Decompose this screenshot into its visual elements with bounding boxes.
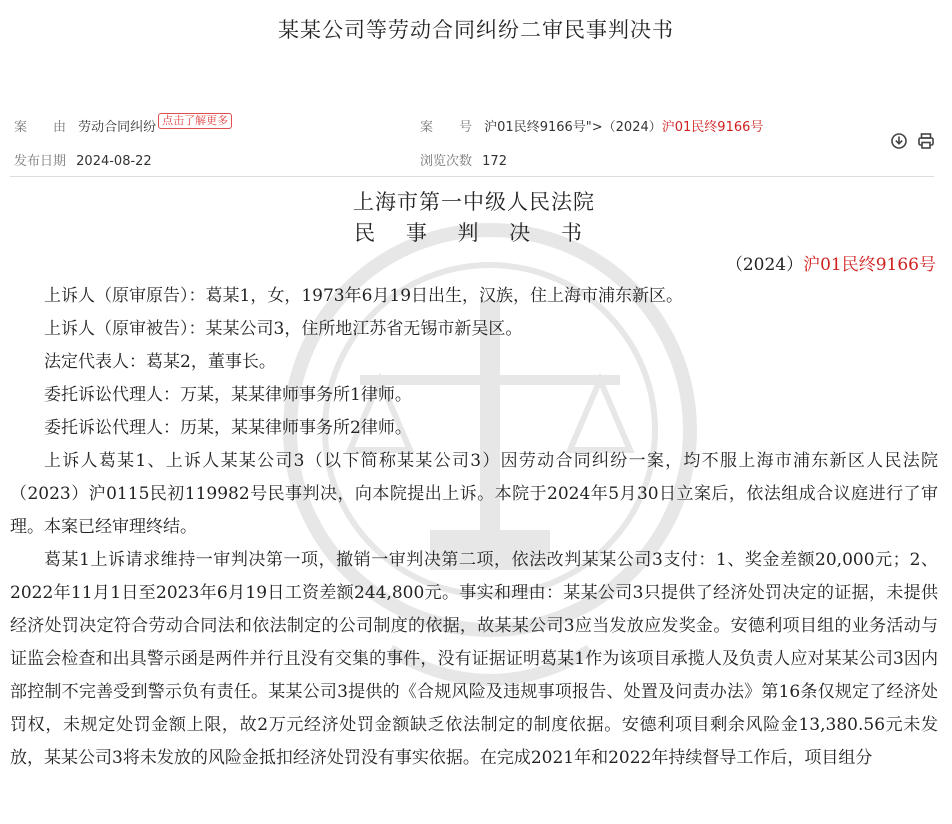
legal-representative: 法定代表人：葛某2，董事长。 [44, 352, 276, 372]
document-case-id: 沪01民终9166号 [803, 255, 936, 275]
cause-label: 案 由 [14, 120, 67, 135]
print-icon[interactable] [917, 132, 935, 150]
download-icon[interactable] [890, 132, 908, 150]
publish-date-row [14, 150, 152, 169]
case-number-row [420, 116, 763, 135]
document-case-prefix: （2024） [725, 255, 804, 275]
judgment-document [10, 186, 938, 824]
agent-1: 委托诉讼代理人：万某，某某律师事务所1律师。 [44, 385, 412, 405]
publish-date-value: 2024-08-22 [76, 154, 152, 169]
views-value: 172 [482, 154, 507, 169]
cause-value: 劳动合同纠纷 [78, 120, 157, 135]
views-label: 浏览次数 [420, 154, 473, 169]
cause-row [14, 116, 232, 136]
document-type: 民 事 判 决 书 [354, 221, 594, 245]
party-appellant-1: 上诉人（原审原告）：葛某1，女，1973年6月19日出生，汉族，住上海市浦东新区。 [44, 286, 684, 306]
case-number-value: 沪01民终9166号 [661, 120, 764, 135]
court-name: 上海市第一中级人民法院 [353, 190, 595, 214]
document-case-number [10, 250, 938, 280]
case-background-paragraph: 上诉人葛某1、上诉人某某公司3（以下简称某某公司3）因劳动合同纠纷一案，均不服上海市浦东新区人民法院（2023）沪0115民初119982号民事判决，向本院提出上诉。本院于2024年5月30日立案后，依法组成合议庭进行了审理。本案已经审理终结。 [10, 451, 938, 537]
toolbar [890, 130, 939, 150]
agent-2: 委托诉讼代理人：历某，某某律师事务所2律师。 [44, 418, 412, 438]
case-number-label: 案 号 [420, 120, 473, 135]
publish-date-label: 发布日期 [14, 154, 67, 169]
appeal-claims-paragraph: 葛某1上诉请求维持一审判决第一项，撤销一审判决第二项，依法改判某某公司3支付：1、奖金差额20,000元；2、2022年11月1日至2023年6月19日工资差额244,800元。事实和理由：某某公司3只提供了经济处罚决定的证据，未提供经济处罚决定符合劳动合同法和依法制定的公司制度的依据，故某某公司3应当发放应发奖金。安德利项目组的业务活动与证监会检查和出具警示函是两件并行且没有交集的事件，没有证据证明葛某1作为该项目承揽人及负责人应对某某公司3因内部控制不完善受到警示负有责任。某某公司3提供的《合规风险及违规事项报告、处置及问责办法》第16条仅规定了经济处罚权，未规定处罚金额上限，故2万元经济处罚金额缺乏依法制定的制度依据。安德利项目剩余风险金13,380.56元未发放，某某公司3将未发放的风险金抵扣经济处罚没有事实依据。在完成2021年和2022年持续督导工作后，项目组分 [10, 550, 938, 768]
page-title: 某某公司等劳动合同纠纷二审民事判决书 [278, 18, 674, 42]
case-number-prefix: 沪01民终9166号">（2024） [484, 120, 662, 135]
views-row [420, 150, 507, 169]
party-appellant-2: 上诉人（原审被告）：某某公司3，住所地江苏省无锡市新吴区。 [44, 319, 523, 339]
header-divider [10, 176, 934, 177]
learn-more-badge[interactable]: 点击了解更多 [158, 113, 232, 129]
